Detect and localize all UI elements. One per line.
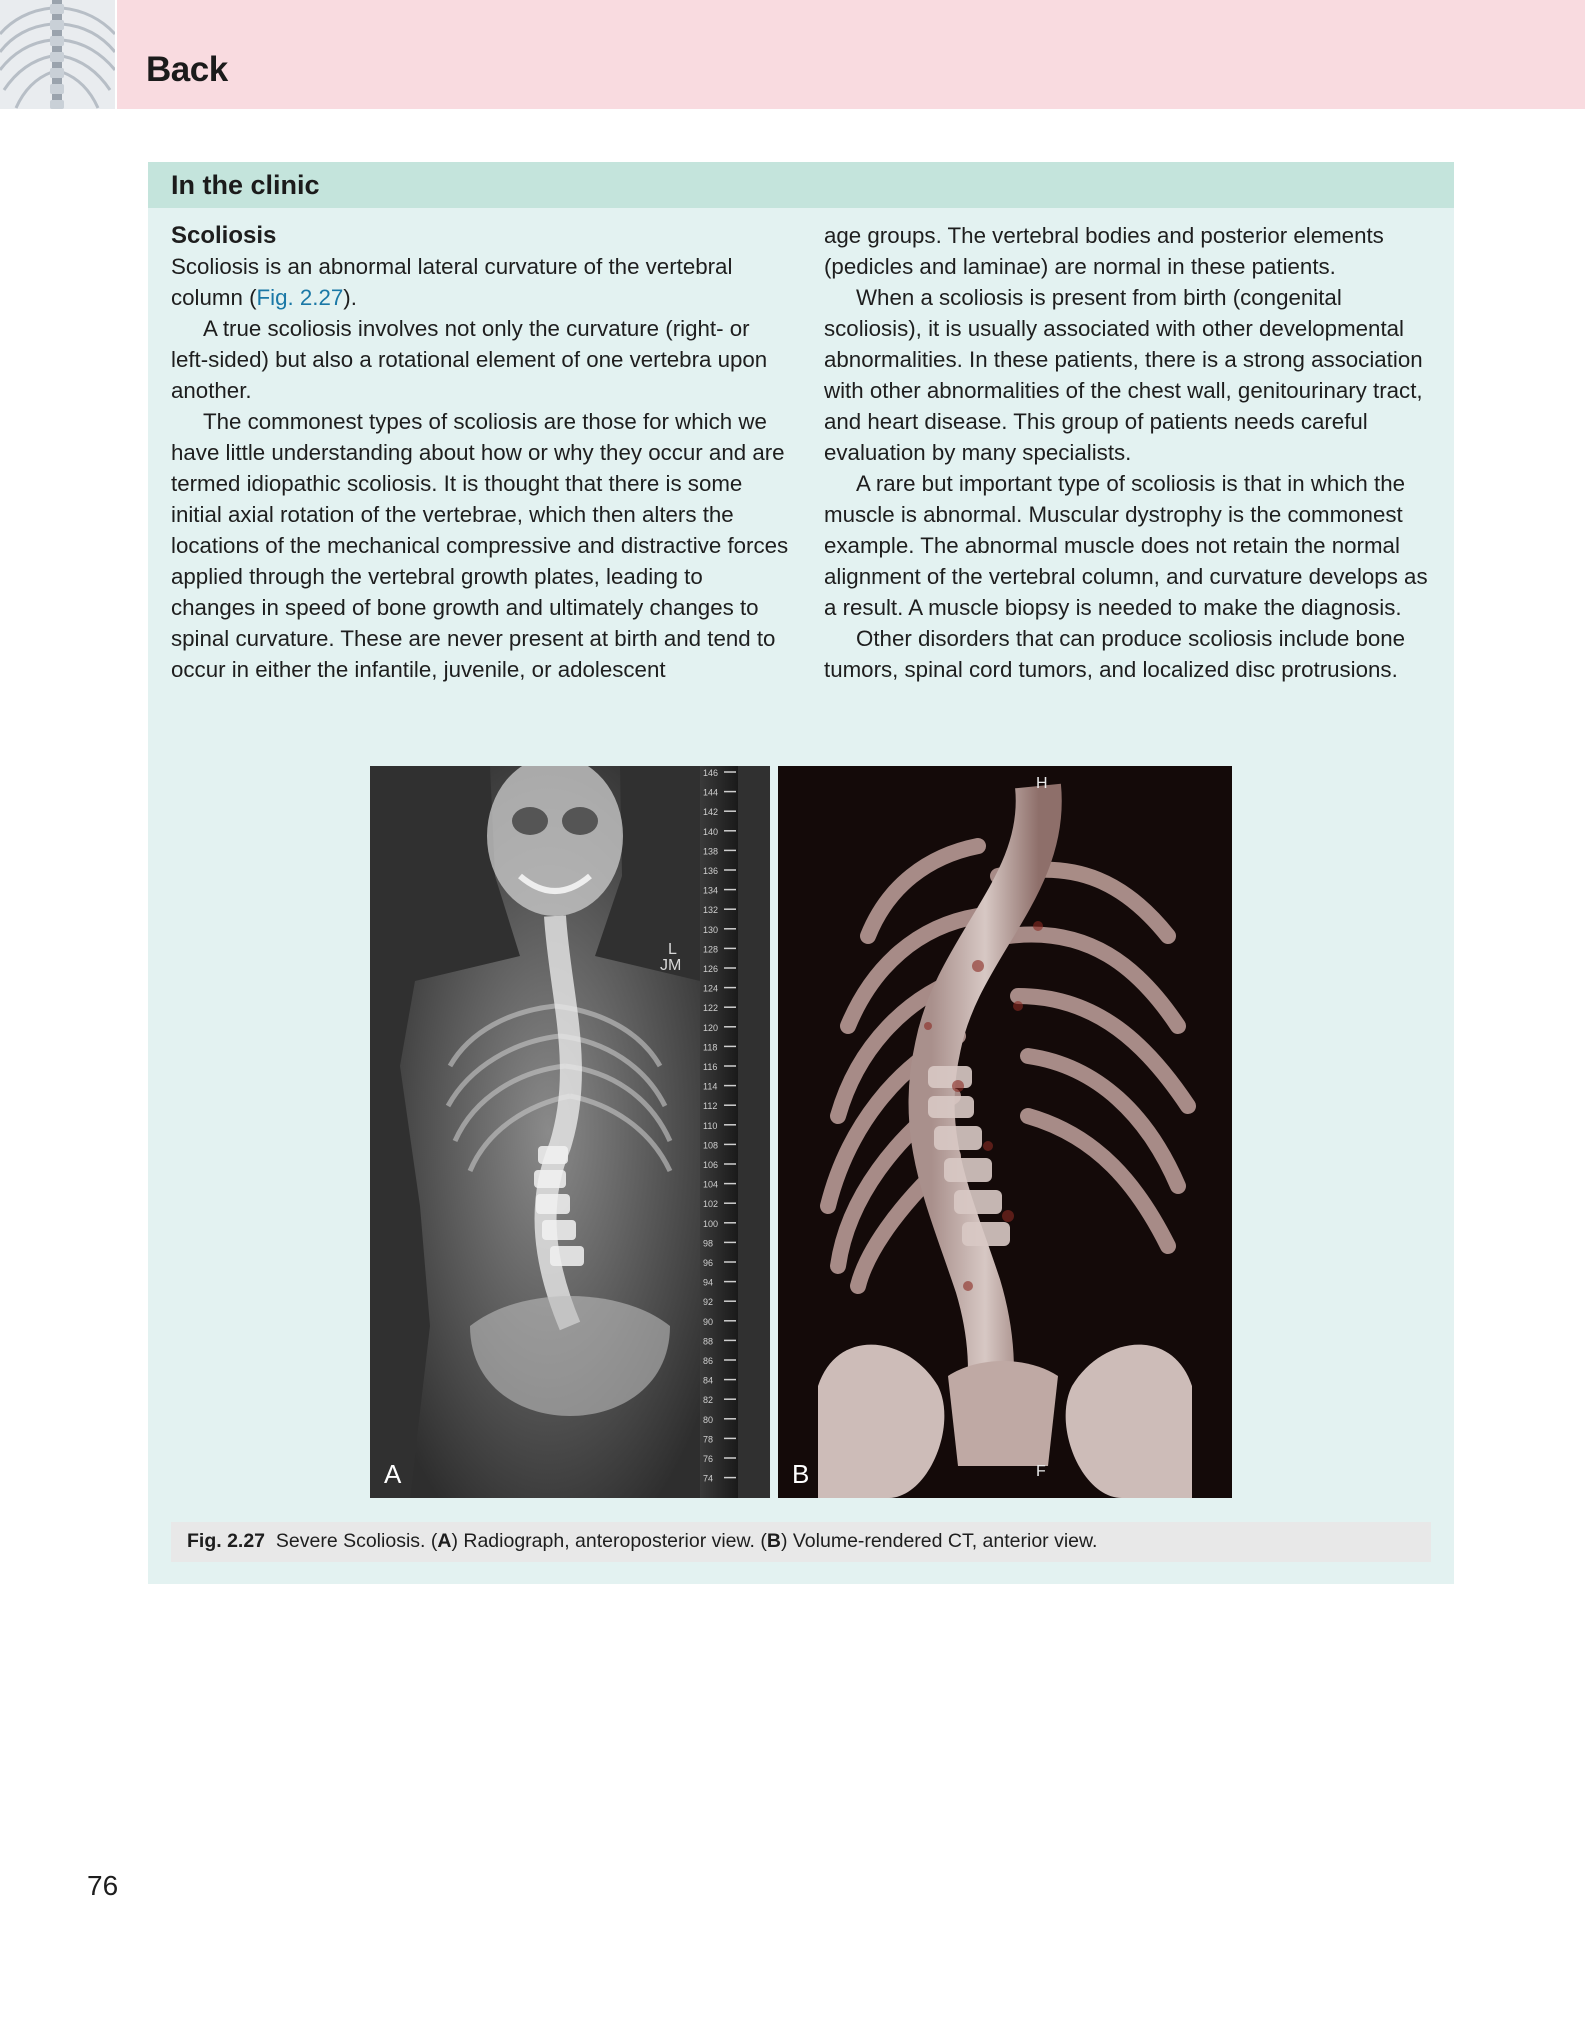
ruler-tick-label: 104	[703, 1179, 719, 1190]
chapter-header-band	[117, 0, 1585, 109]
ruler-tick-label: 76	[703, 1454, 714, 1464]
ruler-tick-label: 94	[703, 1277, 714, 1288]
panel-b-label: B	[792, 1459, 810, 1489]
spine-thumbnail-icon	[0, 0, 115, 109]
ruler-tick-label: 126	[703, 964, 719, 974]
ruler-tick-label: 84	[703, 1375, 714, 1386]
ruler-tick-label: 116	[703, 1062, 718, 1072]
figure-caption-bar	[171, 1522, 1431, 1562]
paragraph-other-disorders: Other disorders that can produce scoliosis include bone tumors, spinal cord tumors, and localized disc protrusions.	[824, 626, 1406, 682]
ruler-tick-label: 82	[703, 1395, 714, 1406]
ruler-tick-label: 98	[703, 1238, 714, 1249]
caption-panel-a: A	[437, 1530, 452, 1552]
ruler-tick-label: 92	[703, 1297, 714, 1308]
xray-marker-jm: JM	[660, 957, 682, 974]
paragraph-muscular: A rare but important type of scoliosis is that in which the muscle is abnormal. Muscular dystrophy is the commonest example. The abnormal muscle does not retain the normal alignment of the vertebral column, and curvature develops as a result. A muscle biopsy is needed to make the diagnosis.	[824, 471, 1428, 620]
ruler-tick-label: 130	[703, 924, 719, 935]
panel-a-label: A	[384, 1459, 402, 1489]
figure-number: Fig. 2.27	[187, 1530, 266, 1552]
ruler-tick-label: 106	[703, 1160, 719, 1170]
paragraph-congenital: When a scoliosis is present from birth (congenital scoliosis), it is usually associated with other developmental abnormalities. In these patients, there is a strong association with other abnormalities of the chest wall, genitourinary tract, and heart disease. This group of patients needs careful evaluation by many specialists.	[824, 285, 1423, 465]
ruler-tick-label: 88	[703, 1336, 714, 1347]
figure-reference-link[interactable]: Fig. 2.27	[256, 285, 344, 310]
clinic-box-header	[148, 162, 1454, 208]
clinic-heading: In the clinic	[171, 170, 320, 200]
ruler-tick-label: 124	[703, 983, 719, 994]
paragraph-age-groups: age groups. The vertebral bodies and posterior elements (pedicles and laminae) are normal in these patients.	[824, 223, 1384, 279]
ruler-tick-label: 144	[703, 787, 719, 798]
ruler-tick-label: 100	[703, 1218, 719, 1229]
caption-text: Severe Scoliosis. (	[275, 1530, 438, 1552]
left-text-column	[171, 220, 791, 685]
ruler-tick-label: 108	[703, 1140, 719, 1151]
section-title: Back	[146, 50, 228, 89]
ruler-tick-label: 136	[703, 866, 719, 876]
caption-panel-b: B	[766, 1530, 781, 1552]
ruler-tick-label: 128	[703, 944, 719, 955]
right-text-column	[824, 220, 1444, 685]
ruler-tick-label: 74	[703, 1473, 714, 1484]
ruler-tick-label: 140	[703, 826, 719, 837]
ruler-tick-label: 122	[703, 1003, 719, 1014]
ruler-tick-label: 80	[703, 1414, 714, 1425]
page-number: 76	[87, 1870, 119, 1901]
paragraph-true-scoliosis: A true scoliosis involves not only the curvature (right- or left-sided) but also a rotational element of one vertebra upon another.	[171, 316, 768, 403]
paragraph-definition	[171, 251, 791, 313]
caption-text: ) Radiograph, anteroposterior view. (	[451, 1530, 767, 1552]
ruler-tick-label: 142	[703, 807, 719, 818]
ruler-tick-label: 138	[703, 846, 719, 857]
ruler-tick-label: 112	[703, 1101, 718, 1112]
ruler-tick-label: 114	[703, 1081, 718, 1092]
caption-text: ) Volume-rendered CT, anterior view.	[780, 1530, 1098, 1552]
radiograph-image	[370, 766, 770, 1498]
ct-volume-image	[778, 766, 1232, 1498]
xray-marker-l: L	[668, 941, 677, 958]
ruler-tick-label: 110	[703, 1120, 718, 1131]
ruler-tick-label: 96	[703, 1258, 714, 1268]
ct-marker-f: F	[1036, 1463, 1046, 1480]
figure-caption	[187, 1530, 1097, 1553]
ct-marker-h: H	[1036, 775, 1048, 792]
ruler-tick-label: 118	[703, 1042, 718, 1053]
ruler-tick-label: 86	[703, 1356, 714, 1366]
ruler-tick-label: 132	[703, 905, 719, 916]
ruler-tick-label: 102	[703, 1199, 719, 1210]
ruler-tick-label: 120	[703, 1022, 719, 1033]
in-the-clinic-box	[148, 162, 1454, 1584]
paragraph-text: ).	[343, 285, 357, 310]
ruler-tick-label: 134	[703, 885, 719, 896]
scoliosis-subheading: Scoliosis	[171, 222, 277, 249]
ruler-tick-label: 90	[703, 1316, 714, 1327]
ruler-tick-label: 78	[703, 1434, 714, 1445]
ruler-tick-label: 146	[703, 768, 719, 778]
paragraph-idiopathic: The commonest types of scoliosis are those for which we have little understanding about how or why they occur and are termed idiopathic scoliosis. It is thought that there is some initial axial rotation of the vertebrae, which then alters the locations of the mechanical compressive and distractive forces applied through the vertebral growth plates, leading to changes in speed of bone growth and ultimately changes to spinal curvature. These are never present at birth and tend to occur in either the infantile, juvenile, or adolescent	[171, 409, 789, 682]
paragraph-text: Scoliosis is an abnormal lateral curvature of the vertebral column (	[171, 254, 733, 310]
